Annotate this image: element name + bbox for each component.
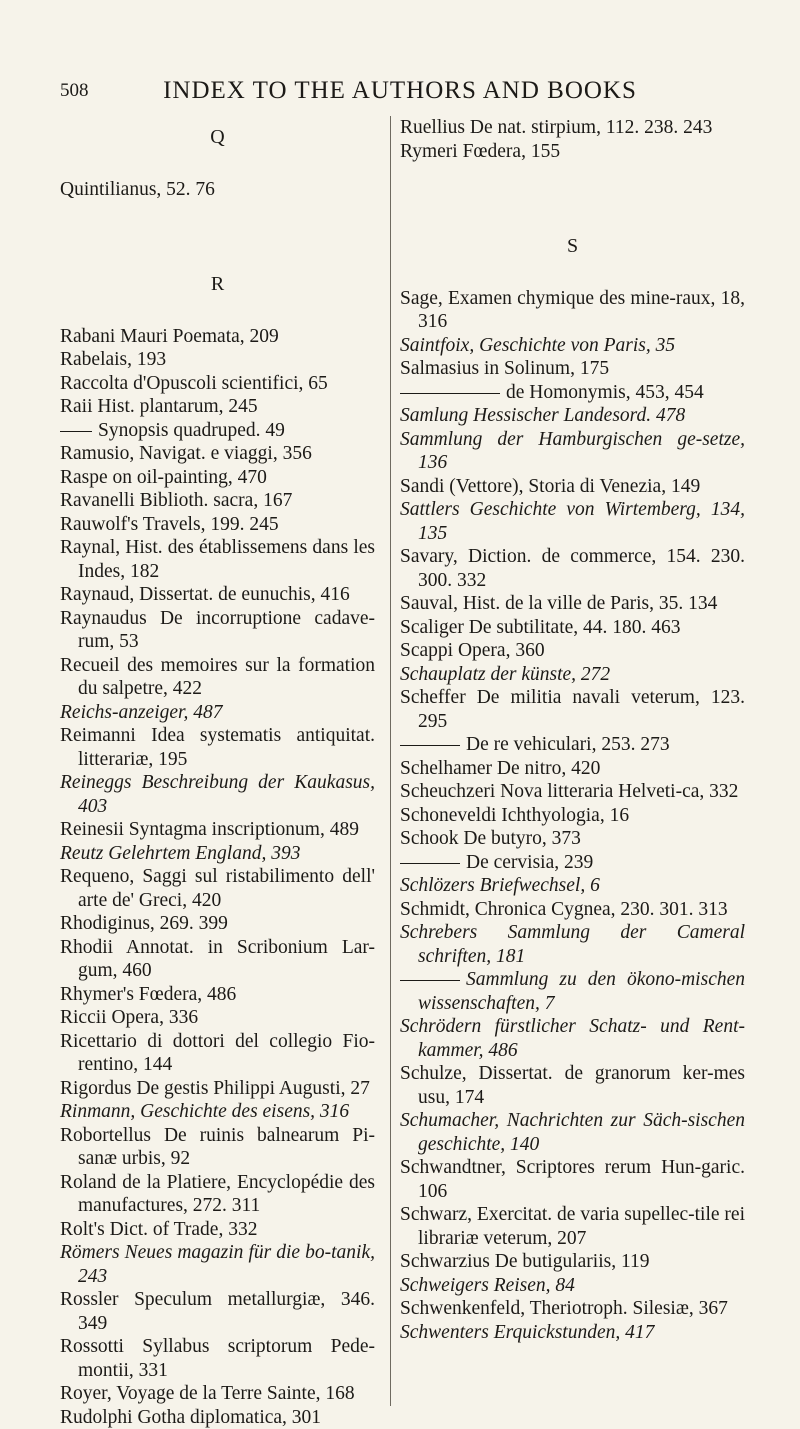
- index-entry: [60, 1406, 375, 1429]
- index-entry: [400, 733, 745, 757]
- index-entry-text: Rudolphi Gotha diplomatica, 301: [60, 1407, 321, 1428]
- index-entry: [60, 983, 375, 1007]
- index-entry: [60, 912, 375, 936]
- index-entry-text: Rauwolf's Travels, 199. 245: [60, 514, 279, 535]
- index-entry-text: Schrebers Sammlung der Cameral schriften, 181: [400, 922, 745, 967]
- section-letter-q: Q: [60, 126, 375, 150]
- r-entries-left: [60, 325, 375, 1429]
- index-entry-text: Riccii Opera, 336: [60, 1007, 198, 1028]
- index-entry: [60, 348, 375, 372]
- index-entry-text: Ricettario di dottori del collegio Fio-rentino, 144: [60, 1031, 375, 1076]
- index-entry-text: Schumacher, Nachrichten zur Säch-sischen geschichte, 140: [400, 1110, 745, 1155]
- index-entry-text: Schlözers Briefwechsel, 6: [400, 875, 600, 896]
- index-entry-text: Schwenters Erquickstunden, 417: [400, 1322, 654, 1343]
- index-entry: [60, 442, 375, 466]
- index-entry-text: Sage, Examen chymique des mine-raux, 18, 316: [400, 288, 745, 333]
- index-entry: [60, 607, 375, 654]
- index-entry: [400, 1062, 745, 1109]
- column-divider: [390, 116, 391, 1406]
- ditto-dash: [400, 980, 460, 981]
- r-entries-right: [400, 116, 745, 163]
- index-entry-text: Reimanni Idea systematis antiquitat. litterariæ, 195: [60, 725, 375, 770]
- index-entry: [60, 654, 375, 701]
- index-entry: [400, 381, 745, 405]
- index-entry-text: Sammlung der Hamburgischen ge-setze, 136: [400, 429, 745, 474]
- index-entry-text: Rossler Speculum metallurgiæ, 346. 349: [60, 1289, 375, 1334]
- page-number: 508: [60, 80, 89, 102]
- index-entry: [60, 325, 375, 349]
- index-entry-text: Rhymer's Fœdera, 486: [60, 984, 236, 1005]
- index-entry-text: Recueil des memoires sur la formation du salpetre, 422: [60, 655, 375, 700]
- q-entries: [60, 178, 375, 202]
- index-entry: [400, 898, 745, 922]
- index-entry: [60, 1241, 375, 1288]
- index-entry: [60, 818, 375, 842]
- index-entry: [60, 395, 375, 419]
- index-entry-text: Römers Neues magazin für die bo-tanik, 243: [60, 1242, 375, 1287]
- index-entry-text: Robortellus De ruinis balnearum Pi-sanæ urbis, 92: [60, 1125, 375, 1170]
- index-entry-text: Reinesii Syntagma inscriptionum, 489: [60, 819, 359, 840]
- index-entry: [400, 1156, 745, 1203]
- index-entry: [60, 372, 375, 396]
- index-entry-text: Sandi (Vettore), Storia di Venezia, 149: [400, 476, 700, 497]
- index-entry: [60, 1030, 375, 1077]
- index-entry-text: Rabelais, 193: [60, 349, 166, 370]
- index-entry: [60, 936, 375, 983]
- index-entry-text: Schrödern fürstlicher Schatz- und Rent-kammer, 486: [400, 1016, 745, 1061]
- index-entry: [400, 686, 745, 733]
- section-letter-r: R: [60, 273, 375, 297]
- index-entry: [400, 1203, 745, 1250]
- index-entry-text: Saintfoix, Geschichte von Paris, 35: [400, 335, 675, 356]
- index-entry-text: Ruellius De nat. stirpium, 112. 238. 243: [400, 117, 712, 138]
- index-entry-text: Scaliger De subtilitate, 44. 180. 463: [400, 617, 681, 638]
- index-entry-text: Roland de la Platiere, Encyclopédie des manufactures, 272. 311: [60, 1172, 375, 1217]
- section-letter-s: S: [400, 235, 745, 259]
- index-entry-text: Schulze, Dissertat. de granorum ker-mes usu, 174: [400, 1063, 745, 1108]
- index-entry-text: Raspe on oil-painting, 470: [60, 467, 267, 488]
- index-entry: [400, 616, 745, 640]
- index-entry: [60, 513, 375, 537]
- index-entry: [400, 851, 745, 875]
- ditto-dash: [400, 745, 460, 746]
- index-entry: [400, 639, 745, 663]
- index-entry: [400, 498, 745, 545]
- index-entry: [60, 536, 375, 583]
- index-entry-text: Schook De butyro, 373: [400, 828, 581, 849]
- index-entry: [60, 1382, 375, 1406]
- index-entry-text: Scappi Opera, 360: [400, 640, 545, 661]
- index-entry-text: Schelhamer De nitro, 420: [400, 758, 600, 779]
- index-entry: [60, 701, 375, 725]
- index-entry: [60, 1171, 375, 1218]
- index-entry: [60, 1288, 375, 1335]
- index-entry: [60, 1124, 375, 1171]
- index-entry-text: Reineggs Beschreibung der Kaukasus, 403: [60, 772, 375, 817]
- index-entry: [400, 357, 745, 381]
- index-entry-text: Schauplatz der künste, 272: [400, 664, 610, 685]
- index-entry: [400, 1297, 745, 1321]
- index-entry: [400, 287, 745, 334]
- index-entry: [60, 1077, 375, 1101]
- index-entry-text: Ravanelli Biblioth. sacra, 167: [60, 490, 292, 511]
- index-entry: [400, 1109, 745, 1156]
- index-entry: [400, 1274, 745, 1298]
- index-entry: [60, 583, 375, 607]
- index-entry: [60, 178, 375, 202]
- ditto-dash: [400, 393, 500, 394]
- index-entry-text: Raccolta d'Opuscoli scientifici, 65: [60, 373, 328, 394]
- index-entry-text: Raynaud, Dissertat. de eunuchis, 416: [60, 584, 350, 605]
- index-entry: [400, 1321, 745, 1345]
- index-entry-text: Schoneveldi Ichthyologia, 16: [400, 805, 629, 826]
- ditto-dash: [400, 863, 460, 864]
- index-entry-text: Raynaudus De incorruptione cadave-rum, 53: [60, 608, 375, 653]
- index-entry-text: Rinmann, Geschichte des eisens, 316: [60, 1101, 349, 1122]
- index-entry-text: Schwandtner, Scriptores rerum Hun-garic. 106: [400, 1157, 745, 1202]
- index-entry-text: Reichs-anzeiger, 487: [60, 702, 222, 723]
- index-entry-text: Rhodii Annotat. in Scribonium Lar-gum, 460: [60, 937, 375, 982]
- index-entry-text: Requeno, Saggi sul ristabilimento dell' arte de' Greci, 420: [60, 866, 375, 911]
- index-entry-text: De cervisia, 239: [466, 852, 593, 873]
- index-entry-text: Raii Hist. plantarum, 245: [60, 396, 258, 417]
- index-entry-text: Rossotti Syllabus scriptorum Pede-montii, 331: [60, 1336, 375, 1381]
- index-entry-text: Scheffer De militia navali veterum, 123. 295: [400, 687, 745, 732]
- index-entry: [60, 865, 375, 912]
- index-entry-text: Rigordus De gestis Philippi Augusti, 27: [60, 1078, 370, 1099]
- left-column: [60, 116, 375, 1429]
- right-column: [400, 116, 745, 1344]
- index-entry-text: Schwenkenfeld, Theriotroph. Silesiæ, 367: [400, 1298, 728, 1319]
- index-entry: [400, 475, 745, 499]
- index-entry: [60, 1218, 375, 1242]
- running-head-title: INDEX TO THE AUTHORS AND BOOKS: [0, 77, 800, 105]
- index-entry: [400, 827, 745, 851]
- index-entry-text: Synopsis quadruped. 49: [98, 420, 285, 441]
- ditto-dash: [60, 431, 92, 432]
- index-entry-text: Reutz Gelehrtem England, 393: [60, 843, 300, 864]
- index-entry: [400, 334, 745, 358]
- index-entry: [400, 140, 745, 164]
- index-entry-text: Schmidt, Chronica Cygnea, 230. 301. 313: [400, 899, 728, 920]
- index-entry-text: Scheuchzeri Nova litteraria Helveti-ca, 332: [400, 781, 738, 802]
- index-entry: [60, 466, 375, 490]
- index-entry: [60, 724, 375, 771]
- index-entry: [400, 592, 745, 616]
- index-entry: [60, 1006, 375, 1030]
- index-entry: [400, 968, 745, 1015]
- index-entry: [60, 842, 375, 866]
- index-entry: [400, 1015, 745, 1062]
- index-entry-text: Rhodiginus, 269. 399: [60, 913, 228, 934]
- index-entry: [400, 545, 745, 592]
- index-entry: [60, 1335, 375, 1382]
- index-entry-text: Schwarz, Exercitat. de varia supellec-tile rei librariæ veterum, 207: [400, 1204, 745, 1249]
- index-entry-text: Royer, Voyage de la Terre Sainte, 168: [60, 1383, 355, 1404]
- index-entry: [400, 116, 745, 140]
- index-entry: [400, 757, 745, 781]
- index-entry-text: Sattlers Geschichte von Wirtemberg, 134, 135: [400, 499, 745, 544]
- index-entry-text: Ramusio, Navigat. e viaggi, 356: [60, 443, 312, 464]
- index-entry-text: Salmasius in Solinum, 175: [400, 358, 609, 379]
- index-entry-text: Rabani Mauri Poemata, 209: [60, 326, 279, 347]
- index-entry-text: Samlung Hessischer Landesord. 478: [400, 405, 685, 426]
- index-entry-text: Schweigers Reisen, 84: [400, 1275, 575, 1296]
- s-entries: [400, 287, 745, 1345]
- index-entry-text: Savary, Diction. de commerce, 154. 230. 300. 332: [400, 546, 745, 591]
- index-entry: [60, 1100, 375, 1124]
- index-entry: [400, 780, 745, 804]
- index-entry: [400, 404, 745, 428]
- index-entry-text: de Homonymis, 453, 454: [506, 382, 704, 403]
- index-entry-text: Sammlung zu den ökono-mischen wissenschaften, 7: [418, 969, 745, 1014]
- index-entry-text: Rymeri Fœdera, 155: [400, 141, 560, 162]
- index-entry-text: De re vehiculari, 253. 273: [466, 734, 670, 755]
- index-entry: [400, 1250, 745, 1274]
- index-entry-text: Raynal, Hist. des établissemens dans les Indes, 182: [60, 537, 375, 582]
- index-entry: [60, 771, 375, 818]
- index-entry-text: Rolt's Dict. of Trade, 332: [60, 1219, 257, 1240]
- index-entry: [60, 419, 375, 443]
- index-entry: [400, 804, 745, 828]
- index-entry: [400, 874, 745, 898]
- index-entry-text: Quintilianus, 52. 76: [60, 179, 215, 200]
- index-entry-text: Sauval, Hist. de la ville de Paris, 35. 134: [400, 593, 717, 614]
- index-entry: [400, 663, 745, 687]
- index-entry: [60, 489, 375, 513]
- index-entry: [400, 921, 745, 968]
- index-entry-text: Schwarzius De butigulariis, 119: [400, 1251, 649, 1272]
- index-entry: [400, 428, 745, 475]
